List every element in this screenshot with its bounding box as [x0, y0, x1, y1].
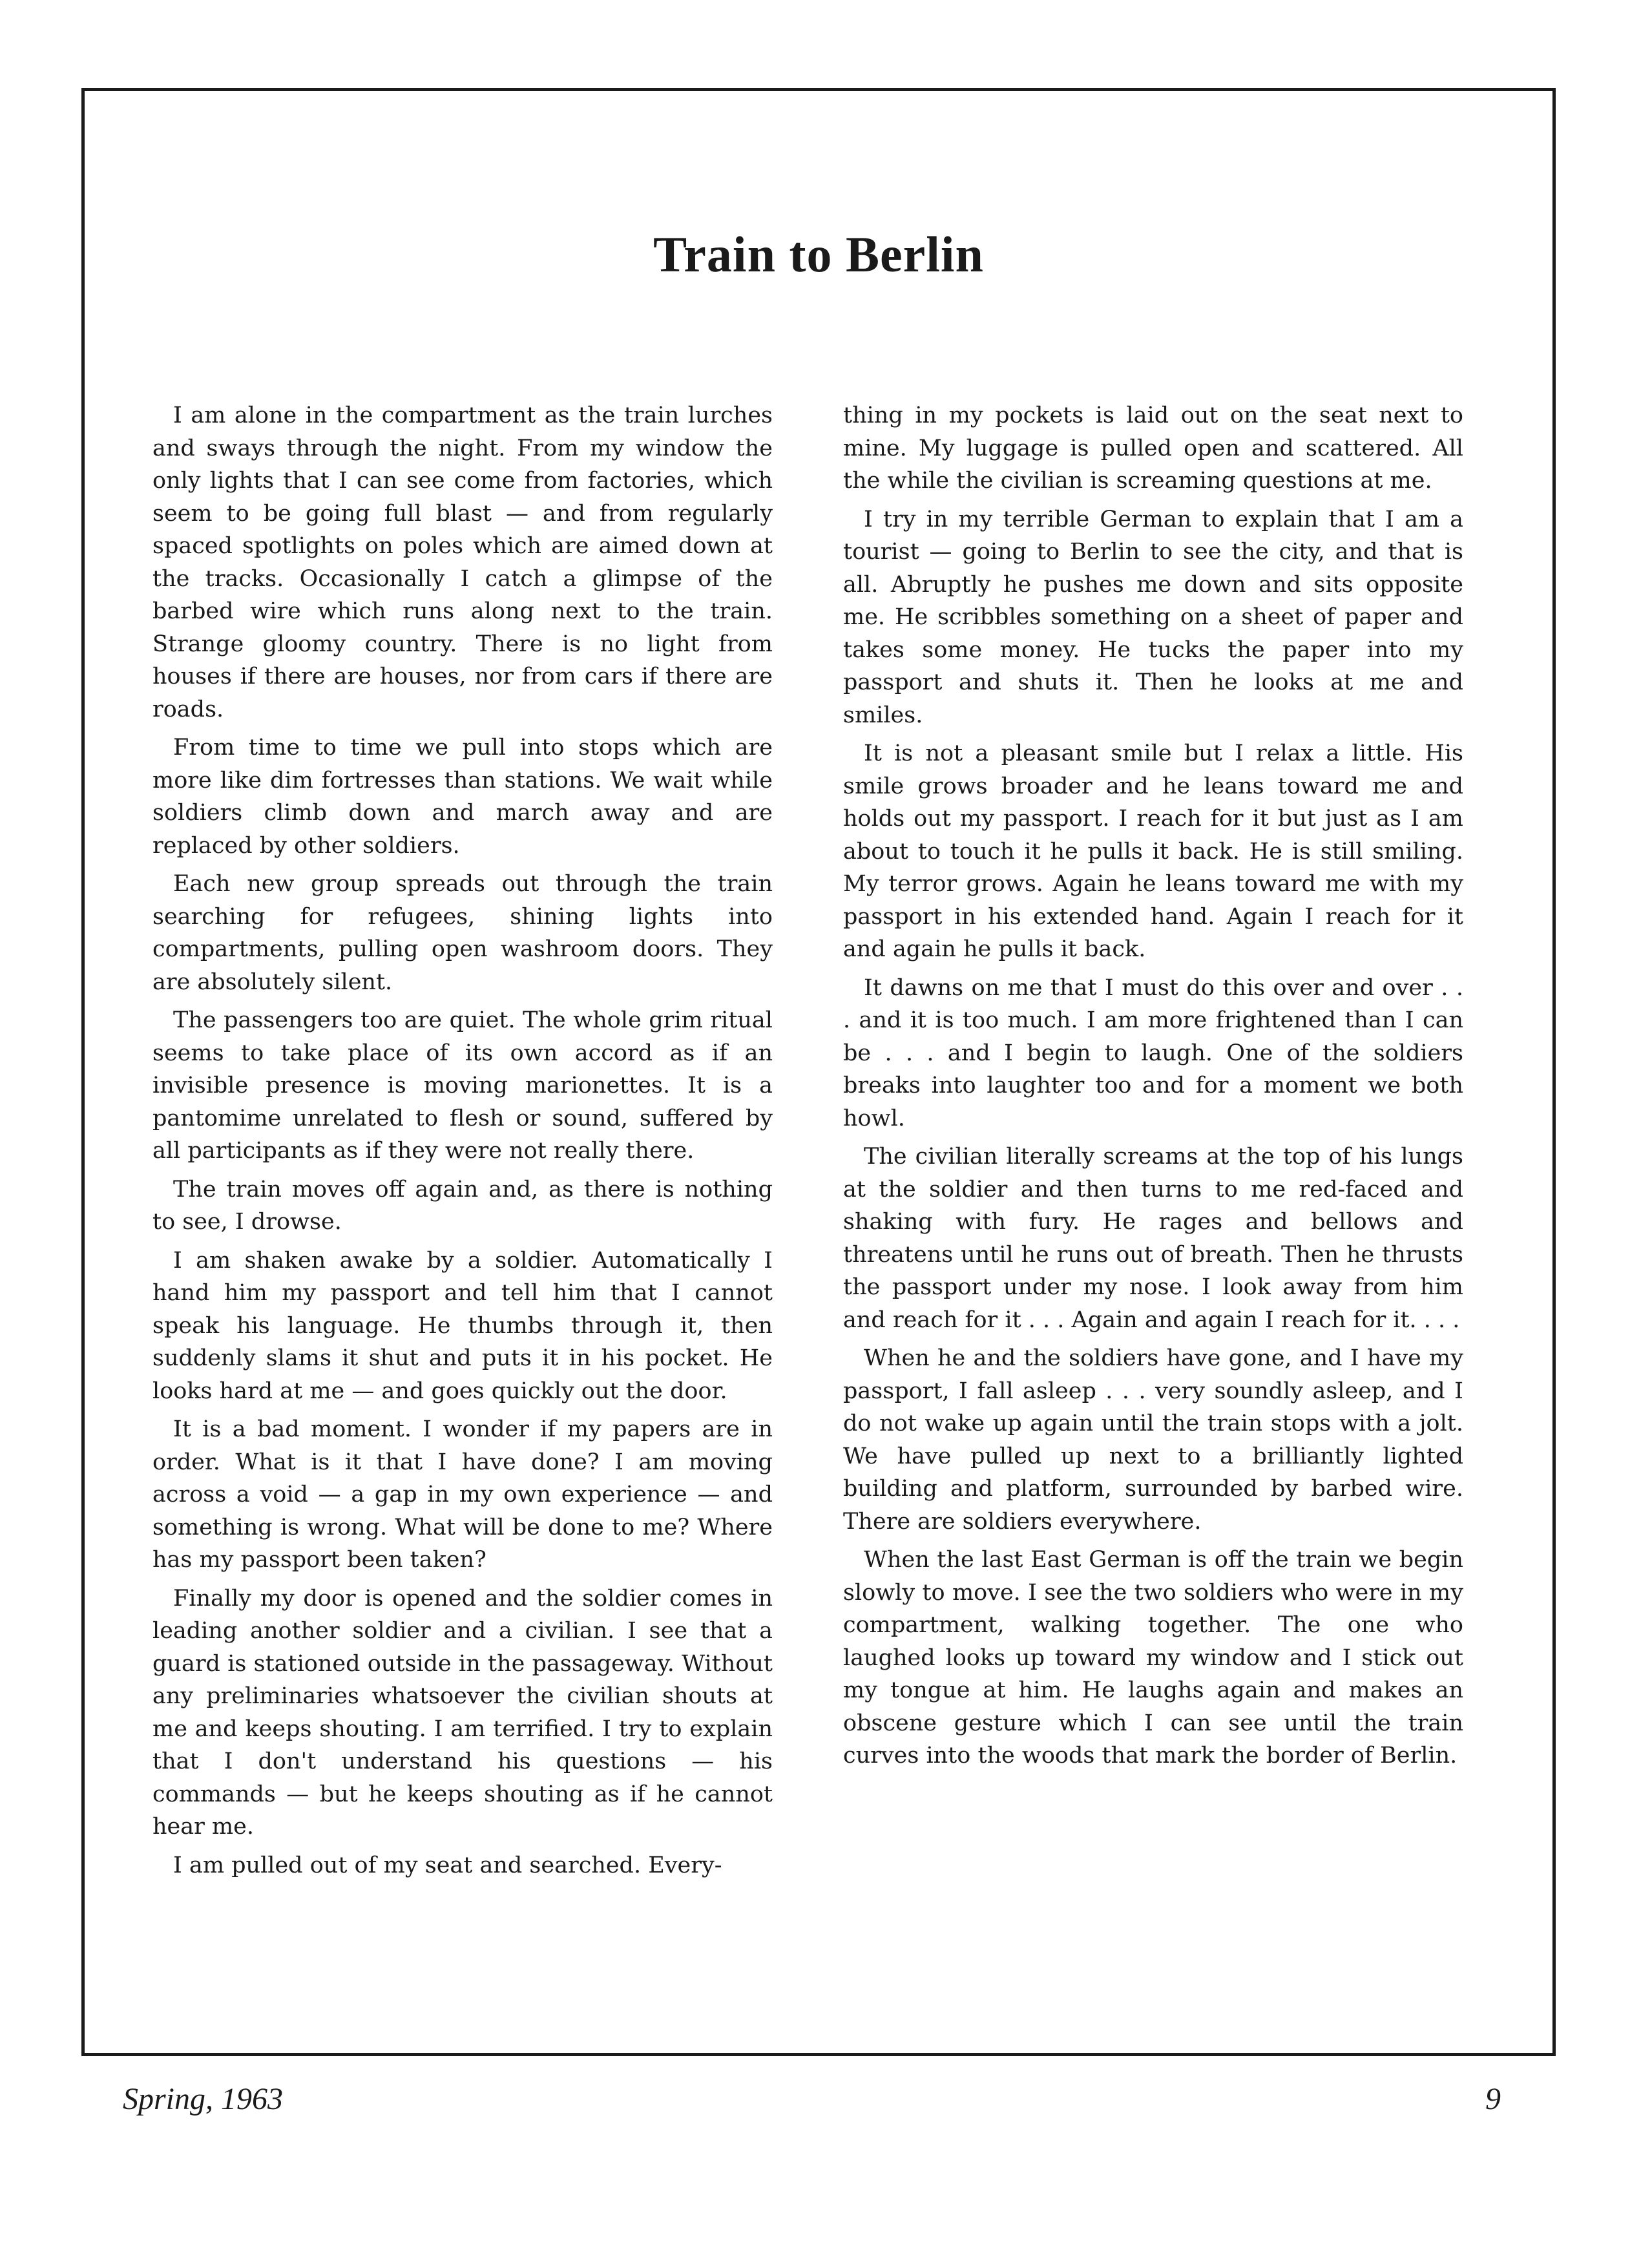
paragraph: I try in my terrible German to explain that I am a tourist — going to Berlin to see the city, and that is all. Abruptly he pushes me down and sits opposite me. He scribbles something on a sheet of paper and takes some money. He tucks the paper into my passport and shuts it. Then he looks at me and smiles.: [843, 506, 1463, 728]
paragraph: I am pulled out of my seat and searched. Every-: [173, 1852, 722, 1878]
paragraph: Finally my door is opened and the soldier comes in leading another soldier and a civilian. I see that a guard is stationed outside in the passageway. Without any preliminaries whatsoever the civilian shouts at me and keeps shouting. I am terrified. I try to explain that I don't understand his questions — his commands — but he keeps shouting as if he cannot hear me.: [152, 1585, 773, 1840]
right-column: [843, 399, 1463, 1778]
paragraph: When he and the soldiers have gone, and I have my passport, I fall asleep . . . very soundly asleep, and I do not wake up again until the train stops with a jolt. We have pulled up next to a brilliantly lighted building and platform, surrounded by barbed wire. There are soldiers everywhere.: [843, 1345, 1463, 1535]
paragraph: Each new group spreads out through the train searching for refugees, shining lights into compartments, pulling open washroom doors. They are absolutely silent.: [152, 871, 773, 995]
paragraph: It dawns on me that I must do this over and over . . . and it is too much. I am more frightened than I can be . . . and I begin to laugh. One of the soldiers breaks into laughter too and for a moment we both howl.: [843, 974, 1463, 1131]
paragraph: When the last East German is off the train we begin slowly to move. I see the two soldiers who were in my compartment, walking together. The one who laughed looks up toward my window and I stick out my tongue at him. He laughs again and makes an obscene gesture which I can see until the train curves into the woods that mark the border of Berlin.: [843, 1547, 1463, 1769]
left-column: [152, 399, 773, 1887]
footer-issue-date: Spring, 1963: [123, 2082, 284, 2116]
paragraph: I am shaken awake by a soldier. Automatically I hand him my passport and tell him that I cannot speak his language. He thumbs through it, then suddenly slams it shut and puts it in his pocket. He looks hard at me — and goes quickly out the door.: [152, 1247, 773, 1404]
paragraph: It is not a pleasant smile but I relax a little. His smile grows broader and he leans toward me and holds out my passport. I reach for it but just as I am about to touch it he pulls it back. He is still smiling. My terror grows. Again he leans toward me with my passport in his extended hand. Again I reach for it and again he pulls it back.: [843, 740, 1463, 962]
article-title: Train to Berlin: [653, 226, 984, 282]
paragraph: The train moves off again and, as there is nothing to see, I drowse.: [152, 1176, 773, 1235]
paragraph: The civilian literally screams at the top of his lungs at the soldier and then turns to me red-faced and shaking with fury. He rages and bellows and threatens until he runs out of breath. Then he thrusts the passport under my nose. I look away from him and reach for it . . . Again and again I reach for it. . . .: [843, 1144, 1463, 1333]
paragraph: I am alone in the compartment as the train lurches and sways through the night. From my window the only lights that I can see come from factories, which seem to be going full blast — and from regularly spaced spotlights on poles which are aimed down at the tracks. Occasionally I catch a glimpse of the barbed wire which runs along next to the train. Strange gloomy country. There is no light from houses if there are houses, nor from cars if there are roads.: [152, 403, 773, 722]
paragraph: It is a bad moment. I wonder if my papers are in order. What is it that I have done? I am moving across a void — a gap in my own experience — and something is wrong. What will be done to me? Where has my passport been taken?: [152, 1416, 773, 1573]
paragraph-continued: thing in my pockets is laid out on the seat next to mine. My luggage is pulled open and scattered. All the while the civilian is screaming questions at me.: [843, 403, 1463, 494]
paragraph: The passengers too are quiet. The whole grim ritual seems to take place of its own accord as if an invisible presence is moving marionettes. It is a pantomime unrelated to flesh or sound, suffered by all participants as if they were not really there.: [152, 1007, 773, 1164]
footer-page-number: 9: [1485, 2082, 1501, 2116]
paragraph: From time to time we pull into stops which are more like dim fortresses than stations. We wait while soldiers climb down and march away and are replaced by other soldiers.: [152, 735, 773, 859]
